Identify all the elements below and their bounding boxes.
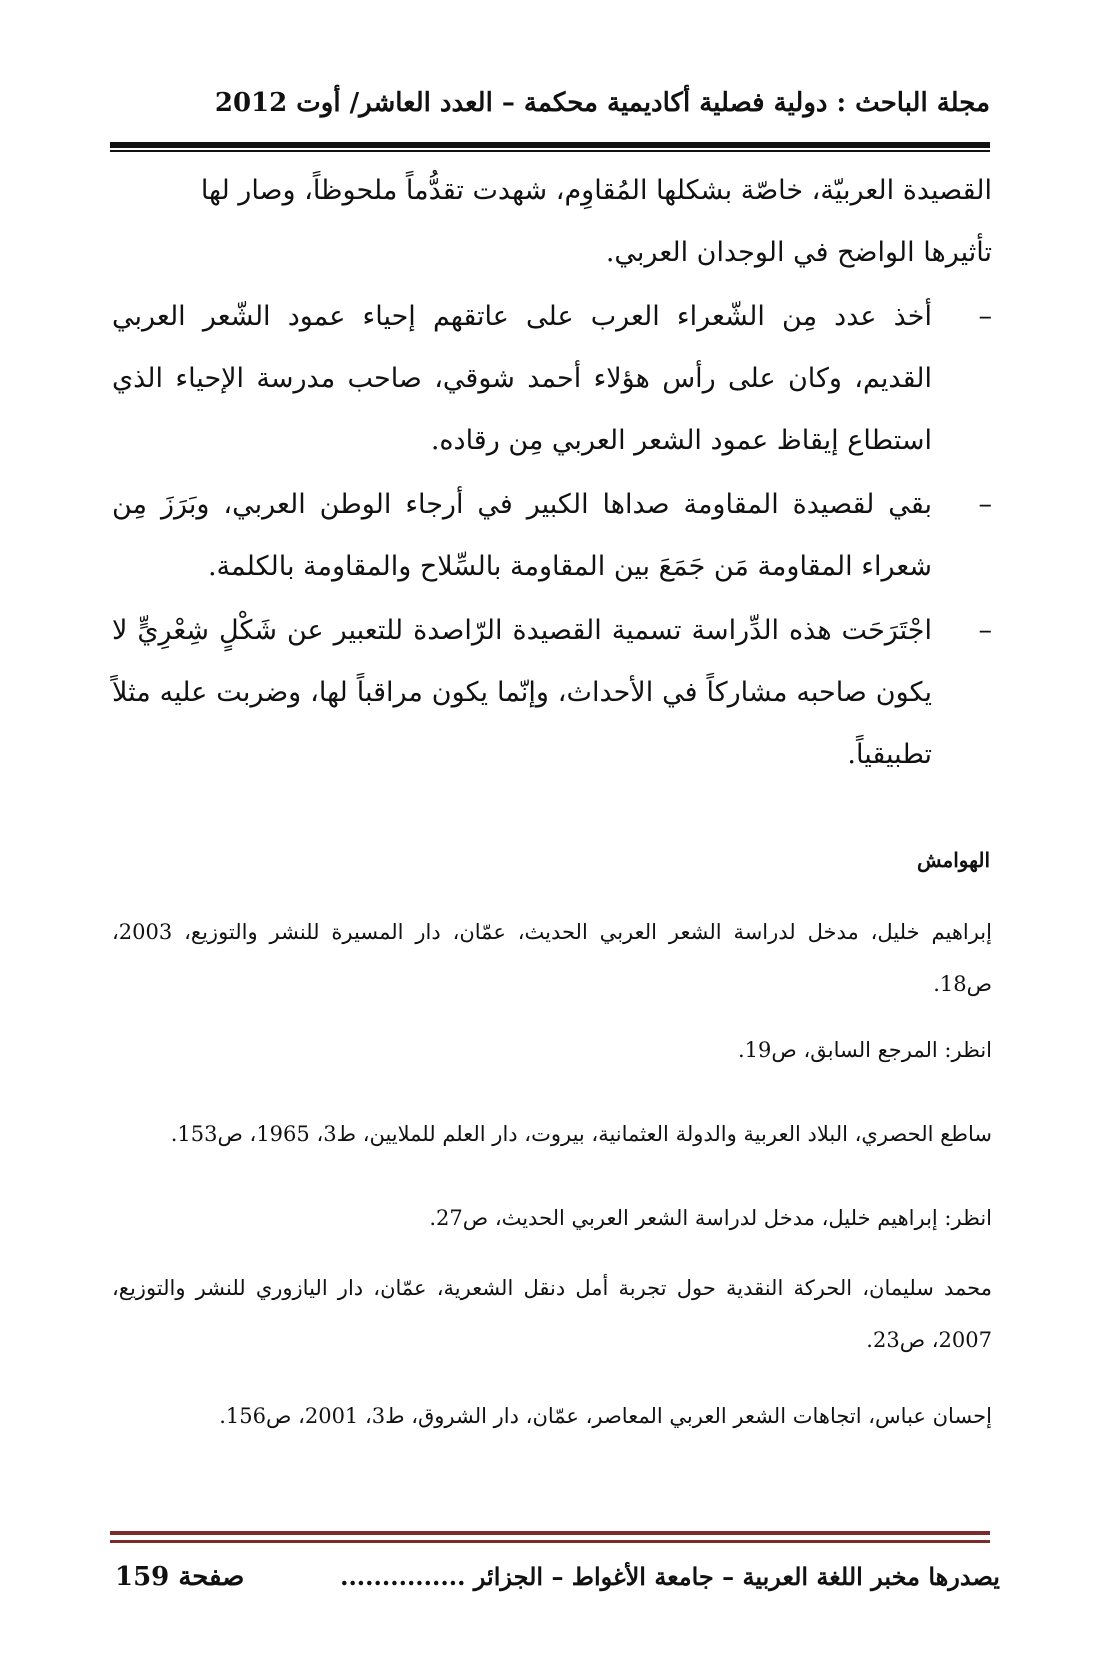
footnote-item: ساطع الحصري، البلاد العربية والدولة العثمانية، بيروت، دار العلم للملايين، ط3، 1965، ص153. xyxy=(170,1122,992,1146)
bullet-item xyxy=(112,600,992,786)
footnotes-list xyxy=(112,906,992,1450)
notes-heading: الهوامش xyxy=(917,848,990,872)
bullet-item xyxy=(112,474,992,598)
header-rule-thin xyxy=(110,150,990,152)
bullet-text: بقي لقصيدة المقاومة صداها الكبير في أرجاء الوطن العربي، وبَرَزَ مِن شعراء المقاومة مَن جَمَعَ بين المقاومة بالسِّلاح والمقاومة بالكلمة. xyxy=(112,489,932,582)
footnote-item: محمد سليمان، الحركة النقدية حول تجربة أمل دنقل الشعرية، عمّان، دار اليازوري للنشر والتوزيع، 2007، ص23. xyxy=(112,1276,992,1352)
body-text xyxy=(112,160,992,786)
footnote-item: إحسان عباس، اتجاهات الشعر العربي المعاصر، عمّان، دار الشروق، ط3، 2001، ص156. xyxy=(219,1404,992,1428)
header-rule-thick xyxy=(110,142,990,148)
footnote-item: انظر: إبراهيم خليل، مدخل لدراسة الشعر العربي الحديث، ص27. xyxy=(429,1206,992,1230)
bullet-text: أخذ عدد مِن الشّعراء العرب على عاتقهم إحياء عمود الشّعر العربي القديم، وكان على رأس هؤلاء أحمد شوقي، صاحب مدرسة الإحياء الذي استطاع إيقاظ عمود الشعر العربي مِن رقاده. xyxy=(112,301,932,456)
journal-header-title: مجلة الباحث : دولية فصلية أكاديمية محكمة – العدد العاشر/ أوت 2012 xyxy=(214,88,990,118)
intro-line-2: تأثيرها الواضح في الوجدان العربي. xyxy=(605,237,992,268)
bullet-dash: – xyxy=(978,489,992,520)
bullet-text: اجْتَرَحَت هذه الدِّراسة تسمية القصيدة الرّاصدة للتعبير عن شَكْلٍ شِعْرِيٍّ لا يكون صاحبه مشاركاً في الأحداث، وإنّما يكون مراقباً لها، وضربت عليه مثلاً تطبيقياً. xyxy=(112,615,932,770)
footer-rule-thin xyxy=(110,1540,990,1543)
bullet-item xyxy=(112,286,992,472)
footer-publisher: يصدرها مخبر اللغة العربية – جامعة الأغواط – الجزائر ............... xyxy=(340,1562,1000,1591)
intro-line-1: القصيدة العربيّة، خاصّة بشكلها المُقاوِم، شهدت تقدُّماً ملحوظاً، وصار لها xyxy=(200,175,992,206)
page-number-label: صفحة 159 xyxy=(115,1562,245,1592)
footer-rule-thick xyxy=(110,1531,990,1535)
footnote-item: إبراهيم خليل، مدخل لدراسة الشعر العربي الحديث، عمّان، دار المسيرة للنشر والتوزيع، 2003، ص18. xyxy=(112,920,992,996)
bullet-dash: – xyxy=(978,615,992,646)
bullet-dash: – xyxy=(978,301,992,332)
footnote-item: انظر: المرجع السابق، ص19. xyxy=(737,1038,992,1062)
